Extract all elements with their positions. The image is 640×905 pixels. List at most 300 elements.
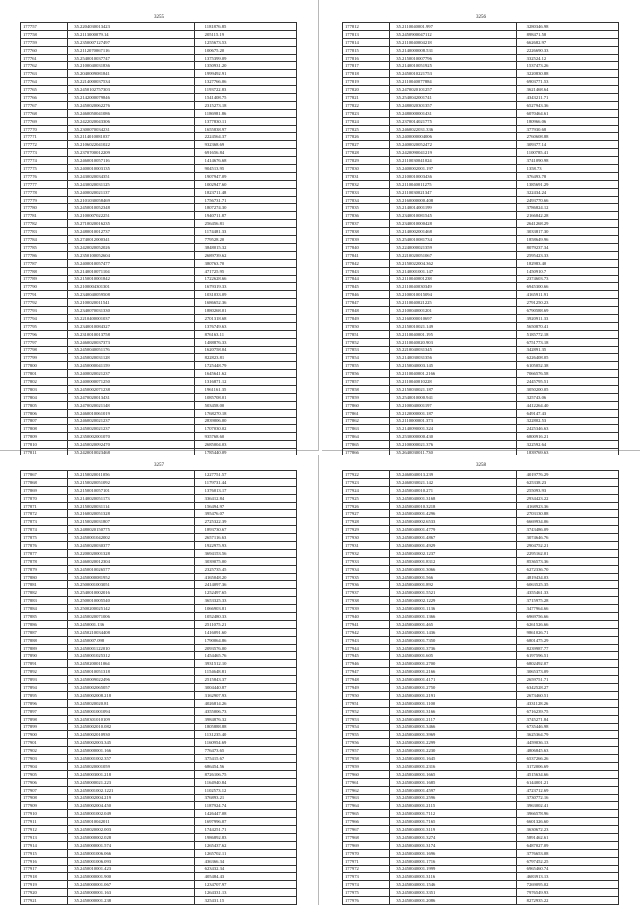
- reference-number-cell: 35.2370700012209: [68, 149, 194, 157]
- amount-cell: 342891.35: [516, 346, 618, 354]
- amount-cell: 3280346.98: [516, 23, 618, 31]
- amount-cell: 1085708.01: [194, 393, 296, 401]
- reference-number-cell: 35.2113000079.14: [68, 30, 194, 38]
- table-row: [343, 471, 619, 479]
- ledger-page-2: [322, 0, 640, 456]
- table-row: [21, 486, 297, 494]
- amount-cell: 8726106.75: [194, 770, 296, 778]
- row-id-cell: 177963: [343, 794, 390, 802]
- reference-number-cell: 35.2460020012304: [68, 557, 194, 565]
- reference-number-cell: 35.2100040001197: [390, 401, 516, 409]
- reference-number-cell: 35.2460040013.239: [390, 471, 516, 479]
- reference-number-cell: 35.2350100052604: [68, 251, 194, 259]
- amount-cell: 1031033.09: [194, 291, 296, 299]
- row-id-cell: 177869: [21, 486, 68, 494]
- table-row: [343, 291, 619, 299]
- row-id-cell: 177892: [21, 668, 68, 676]
- amount-cell: 1541408.75: [194, 94, 296, 102]
- amount-cell: 6342528.27: [516, 684, 618, 692]
- ledger-table: [342, 22, 619, 457]
- row-id-cell: 177764: [21, 78, 68, 86]
- row-id-cell: 177937: [343, 589, 390, 597]
- amount-cell: 6969756.66: [516, 613, 618, 621]
- row-id-cell: 177917: [21, 865, 68, 873]
- reference-number-cell: 35.2450007.098: [68, 636, 194, 644]
- reference-number-cell: 35.2100020011541: [68, 299, 194, 307]
- reference-number-cell: 35.2450040001.1136: [390, 605, 516, 613]
- amount-cell: 6801475.29: [516, 636, 618, 644]
- table-row: [343, 660, 619, 668]
- amount-cell: 2725322.39: [194, 518, 296, 526]
- reference-number-cell: 35.2110030021347: [390, 188, 516, 196]
- reference-number-cell: 35.2110040001238: [390, 275, 516, 283]
- amount-cell: 686454.56: [194, 762, 296, 770]
- row-id-cell: 177868: [21, 478, 68, 486]
- amount-cell: 1620758.04: [194, 346, 296, 354]
- reference-number-cell: 35.2450040001.2316: [390, 762, 516, 770]
- row-id-cell: 177940: [343, 613, 390, 621]
- reference-number-cell: 35.2450020092470: [68, 441, 194, 449]
- amount-cell: 6063525.35: [516, 581, 618, 589]
- amount-cell: 1645641.62: [194, 370, 296, 378]
- reference-number-cell: 35.2400002001.197: [390, 165, 516, 173]
- table-row: [343, 433, 619, 441]
- amount-cell: 6669934.06: [516, 518, 618, 526]
- reference-number-cell: 35.2110040077884: [390, 78, 516, 86]
- amount-cell: 1907947.09: [194, 172, 296, 180]
- reference-number-cell: 35.2450040001.2117: [390, 715, 516, 723]
- amount-cell: 2685004.03: [194, 441, 296, 449]
- row-id-cell: 177941: [343, 620, 390, 628]
- row-id-cell: 177911: [21, 818, 68, 826]
- row-id-cell: 177929: [343, 526, 390, 534]
- row-id-cell: 177934: [343, 565, 390, 573]
- table-row: [21, 172, 297, 180]
- amount-cell: 2166842.28: [516, 212, 618, 220]
- reference-number-cell: 35.2140014001199: [390, 204, 516, 212]
- amount-cell: 6197596.51: [516, 652, 618, 660]
- row-id-cell: 177965: [343, 810, 390, 818]
- reference-number-cell: 35.2140001001.147: [390, 267, 516, 275]
- amount-cell: 691656.84: [194, 149, 296, 157]
- table-row: [21, 644, 297, 652]
- amount-cell: 822823.81: [194, 354, 296, 362]
- table-row: [21, 826, 297, 834]
- table-row: [21, 101, 297, 109]
- table-row: [343, 259, 619, 267]
- amount-cell: 3730772.16: [516, 794, 618, 802]
- row-id-cell: 177882: [21, 589, 68, 597]
- amount-cell: 1066903.81: [194, 605, 296, 613]
- table-row: [343, 157, 619, 165]
- table-row: [343, 236, 619, 244]
- row-id-cell: 177777: [21, 180, 68, 188]
- table-row: [343, 62, 619, 70]
- row-id-cell: 177898: [21, 715, 68, 723]
- reference-number-cell: 35.2470020013431: [68, 393, 194, 401]
- table-row: [343, 54, 619, 62]
- row-id-cell: 177834: [343, 196, 390, 204]
- table-row: [21, 881, 297, 889]
- reference-number-cell: 35.2450900047112: [390, 30, 516, 38]
- table-row: [343, 857, 619, 865]
- amount-cell: 1154648.81: [194, 668, 296, 676]
- amount-cell: 2839006.00: [194, 417, 296, 425]
- reference-number-cell: 35.2450040002.1237: [390, 549, 516, 557]
- row-id-cell: 177829: [343, 157, 390, 165]
- table-row: [343, 125, 619, 133]
- reference-number-cell: 35.2310010013758: [68, 330, 194, 338]
- row-id-cell: 177826: [343, 133, 390, 141]
- table-row: [21, 770, 297, 778]
- row-id-cell: 177838: [343, 228, 390, 236]
- reference-number-cell: 35.2450301010109: [68, 715, 194, 723]
- reference-number-cell: 35.2450040001.8312: [390, 557, 516, 565]
- amount-cell: 932368.69: [194, 141, 296, 149]
- amount-cell: 2226690.33: [516, 46, 618, 54]
- reference-number-cell: 35.2150022004.362: [390, 259, 516, 267]
- amount-cell: 2689739.62: [194, 251, 296, 259]
- row-id-cell: 177939: [343, 605, 390, 613]
- row-id-cell: 177835: [343, 204, 390, 212]
- reference-number-cell: 35.2500010005540: [68, 597, 194, 605]
- row-id-cell: 177791: [21, 291, 68, 299]
- reference-number-cell: 35.2450040001.3066: [390, 565, 516, 573]
- reference-number-cell: 35.2450040001.892: [390, 581, 516, 589]
- reference-number-cell: 35.2204030013423: [68, 23, 194, 31]
- reference-number-cell: 35.2450002004.219: [68, 794, 194, 802]
- amount-cell: 1100785.41: [516, 149, 618, 157]
- table-row: [21, 196, 297, 204]
- page-number: 3257: [154, 463, 164, 468]
- amount-cell: 6261526.66: [516, 620, 618, 628]
- row-id-cell: 177964: [343, 802, 390, 810]
- amount-cell: 376893.21: [194, 794, 296, 802]
- amount-cell: 2093576.00: [194, 644, 296, 652]
- reference-number-cell: 35.2160000000.408: [390, 196, 516, 204]
- row-id-cell: 177779: [21, 196, 68, 204]
- reference-number-cell: 35.2740012000341: [68, 236, 194, 244]
- reference-number-cell: 35.2450040001.1696: [390, 849, 516, 857]
- amount-cell: 322592.64: [516, 441, 618, 449]
- table-row: [343, 243, 619, 251]
- row-id-cell: 177943: [343, 636, 390, 644]
- amount-cell: 2595423.33: [516, 251, 618, 259]
- reference-number-cell: 35.2430020034351: [68, 172, 194, 180]
- reference-number-cell: 35.2710020016235: [68, 220, 194, 228]
- amount-cell: 4515634.66: [516, 770, 618, 778]
- row-id-cell: 177974: [343, 881, 390, 889]
- amount-cell: 2414097.36: [194, 581, 296, 589]
- row-id-cell: 177794: [21, 314, 68, 322]
- reference-number-cell: 35.2450040001.3466: [390, 723, 516, 731]
- reference-number-cell: 35.2370014021775: [390, 117, 516, 125]
- amount-cell: 1375399.09: [194, 54, 296, 62]
- table-row: [343, 723, 619, 731]
- reference-number-cell: 35.2450040001.3274: [390, 833, 516, 841]
- reference-number-cell: 35.2450210034408: [68, 628, 194, 636]
- row-id-cell: 177768: [21, 109, 68, 117]
- table-row: [21, 542, 297, 550]
- table-row: [343, 172, 619, 180]
- reference-number-cell: 35.2430020031125: [68, 180, 194, 188]
- amount-cell: 3172006.69: [516, 762, 618, 770]
- table-row: [343, 510, 619, 518]
- reference-number-cell: 35.2150010007796: [390, 54, 516, 62]
- row-id-cell: 177971: [343, 857, 390, 865]
- amount-cell: 4459036.13: [516, 739, 618, 747]
- amount-cell: 4819434.03: [516, 573, 618, 581]
- reference-number-cell: 35.2210400001037: [68, 314, 194, 322]
- table-row: [343, 841, 619, 849]
- amount-cell: 1052480.33: [194, 613, 296, 621]
- table-row: [343, 652, 619, 660]
- reference-number-cell: 35.2450010221753: [390, 70, 516, 78]
- reference-number-cell: 35.2450040001.4867: [390, 534, 516, 542]
- row-id-cell: 177904: [21, 762, 68, 770]
- row-id-cell: 177916: [21, 857, 68, 865]
- table-row: [343, 307, 619, 315]
- amount-cell: 662682.97: [516, 38, 618, 46]
- amount-cell: 6527943.36: [516, 101, 618, 109]
- reference-number-cell: 35.2450000001.900: [68, 873, 194, 881]
- reference-number-cell: 35.2450040001.2115: [390, 802, 516, 810]
- reference-number-cell: 35.2400010057477: [68, 259, 194, 267]
- table-row: [21, 849, 297, 857]
- table-row: [343, 86, 619, 94]
- reference-number-cell: 35.2114010081037: [68, 133, 194, 141]
- row-id-cell: 177863: [343, 425, 390, 433]
- reference-number-cell: 35.2450040001.3969: [390, 731, 516, 739]
- table-row: [21, 94, 297, 102]
- reference-number-cell: 35.2450000001.238: [68, 897, 194, 905]
- reference-number-cell: 35.2100040031836: [68, 62, 194, 70]
- amount-cell: 2515843.37: [194, 676, 296, 684]
- reference-number-cell: 35.2450001122010: [68, 644, 194, 652]
- table-row: [343, 46, 619, 54]
- amount-cell: 1807274.30: [194, 204, 296, 212]
- amount-cell: 6487027.09: [516, 841, 618, 849]
- amount-cell: 2295162.01: [516, 549, 618, 557]
- table-row: [21, 117, 297, 125]
- table-row: [343, 542, 619, 550]
- amount-cell: 935768.60: [194, 433, 296, 441]
- table-row: [21, 236, 297, 244]
- table-row: [21, 417, 297, 425]
- reference-number-cell: 35.2160000010697: [390, 314, 516, 322]
- row-id-cell: 177811: [21, 449, 68, 457]
- amount-cell: 503458.00: [194, 401, 296, 409]
- row-id-cell: 177844: [343, 275, 390, 283]
- reference-number-cell: 35.2450040001.1685: [390, 778, 516, 786]
- amount-cell: 322434.24: [516, 188, 618, 196]
- table-row: [21, 220, 297, 228]
- row-id-cell: 177927: [343, 510, 390, 518]
- amount-cell: 325743.06: [516, 393, 618, 401]
- amount-cell: 2224564.37: [194, 133, 296, 141]
- row-id-cell: 177828: [343, 149, 390, 157]
- table-row: [21, 857, 297, 865]
- table-row: [343, 755, 619, 763]
- table-row: [21, 597, 297, 605]
- reference-number-cell: 35.2450020002.003: [68, 826, 194, 834]
- reference-number-cell: 35.2450040001.2230: [390, 747, 516, 755]
- reference-number-cell: 35.2450000001.163: [68, 889, 194, 897]
- row-id-cell: 177842: [343, 259, 390, 267]
- amount-cell: 309377.14: [516, 141, 618, 149]
- row-id-cell: 177910: [21, 810, 68, 818]
- reference-number-cell: 35.2110040030349: [390, 283, 516, 291]
- reference-number-cell: 35.2040009081841: [68, 70, 194, 78]
- row-id-cell: 177865: [343, 441, 390, 449]
- amount-cell: 436366.34: [194, 857, 296, 865]
- table-row: [21, 180, 297, 188]
- reference-number-cell: 35.2450040001.3116: [390, 873, 516, 881]
- amount-cell: 336412.84: [194, 494, 296, 502]
- amount-cell: 205115.19: [194, 30, 296, 38]
- table-row: [343, 668, 619, 676]
- amount-cell: 6070464.61: [516, 109, 618, 117]
- page-number: 3256: [476, 15, 486, 20]
- amount-cell: 2934423.22: [516, 494, 618, 502]
- row-id-cell: 177805: [21, 401, 68, 409]
- reference-number-cell: 35.2200020001328: [68, 549, 194, 557]
- row-id-cell: 177858: [343, 385, 390, 393]
- amount-cell: 1488876.33: [194, 338, 296, 346]
- table-row: [343, 826, 619, 834]
- amount-cell: 7269095.02: [516, 881, 618, 889]
- amount-cell: 156494.97: [194, 502, 296, 510]
- amount-cell: 8239987.77: [516, 644, 618, 652]
- amount-cell: 3630672.23: [516, 826, 618, 834]
- amount-cell: 1454465.76: [194, 652, 296, 660]
- reference-number-cell: 35.2450040001.2299: [390, 739, 516, 747]
- amount-cell: 3963002.41: [516, 802, 618, 810]
- reference-number-cell: 35.2540010002016: [68, 589, 194, 597]
- reference-number-cell: 35.2470020021148: [68, 401, 194, 409]
- row-id-cell: 177823: [343, 109, 390, 117]
- row-id-cell: 177849: [343, 314, 390, 322]
- row-id-cell: 177815: [343, 46, 390, 54]
- amount-cell: 6601326.60: [516, 818, 618, 826]
- reference-number-cell: 35.2450040002.1229: [390, 597, 516, 605]
- reference-number-cell: 35.2450040001.2166: [390, 668, 516, 676]
- table-row: [343, 707, 619, 715]
- amount-cell: 1193722.83: [194, 86, 296, 94]
- table-row: [343, 338, 619, 346]
- table-row: [343, 794, 619, 802]
- amount-cell: 876163.11: [194, 330, 296, 338]
- row-id-cell: 177824: [343, 117, 390, 125]
- table-row: [21, 802, 297, 810]
- row-id-cell: 177786: [21, 251, 68, 259]
- row-id-cell: 177887: [21, 628, 68, 636]
- table-row: [343, 573, 619, 581]
- reference-number-cell: 35.2100007022251: [68, 212, 194, 220]
- table-row: [21, 628, 297, 636]
- row-id-cell: 177760: [21, 46, 68, 54]
- reference-number-cell: 35.2150020051092: [68, 478, 194, 486]
- row-id-cell: 177801: [21, 370, 68, 378]
- table-row: [21, 46, 297, 54]
- reference-number-cell: 35.2450002010.082: [68, 723, 194, 731]
- row-id-cell: 177770: [21, 125, 68, 133]
- amount-cell: 1790064.86: [194, 636, 296, 644]
- amount-cell: 5891462.61: [516, 833, 618, 841]
- reference-number-cell: 35.2460050041086: [68, 109, 194, 117]
- reference-number-cell: 35.2150020011056: [68, 471, 194, 479]
- reference-number-cell: 35.2450040001.5521: [390, 589, 516, 597]
- reference-number-cell: 35.2110040001.195: [390, 330, 516, 338]
- amount-cell: 1880268.01: [194, 307, 296, 315]
- row-id-cell: 177891: [21, 660, 68, 668]
- amount-cell: 623432.34: [194, 865, 296, 873]
- table-row: [343, 149, 619, 157]
- table-row: [21, 565, 297, 573]
- table-row: [343, 212, 619, 220]
- amount-cell: 3966578.96: [516, 810, 618, 818]
- table-row: [343, 644, 619, 652]
- table-row: [343, 251, 619, 259]
- amount-cell: 1686652.36: [194, 299, 296, 307]
- amount-cell: 2657116.63: [194, 534, 296, 542]
- table-row: [21, 699, 297, 707]
- amount-cell: 1756731.71: [194, 196, 296, 204]
- amount-cell: 3625364.79: [516, 731, 618, 739]
- table-row: [343, 810, 619, 818]
- reference-number-cell: 35.2422020043306: [68, 117, 194, 125]
- reference-number-cell: 35.2450040001.2191: [390, 691, 516, 699]
- reference-number-cell: 35.2540042001741: [390, 94, 516, 102]
- table-row: [21, 494, 297, 502]
- table-row: [21, 691, 297, 699]
- table-row: [21, 314, 297, 322]
- row-id-cell: 177969: [343, 841, 390, 849]
- amount-cell: 1722628.66: [194, 275, 296, 283]
- table-row: [343, 94, 619, 102]
- reference-number-cell: 35.2450040001.4296: [390, 510, 516, 518]
- ledger-page-1: [0, 0, 319, 456]
- amount-cell: 1385691.29: [516, 180, 618, 188]
- reference-number-cell: 35.2450040001.1366: [390, 613, 516, 621]
- reference-number-cell: 35.2480020150775: [68, 526, 194, 534]
- row-id-cell: 177894: [21, 684, 68, 692]
- amount-cell: 1376013.17: [194, 486, 296, 494]
- amount-cell: 1707030.02: [194, 425, 296, 433]
- reference-number-cell: 35.2300070034231: [68, 125, 194, 133]
- amount-cell: 1255673.53: [194, 38, 296, 46]
- row-id-cell: 177861: [343, 409, 390, 417]
- table-row: [21, 747, 297, 755]
- row-id-cell: 177810: [21, 441, 68, 449]
- reference-number-cell: 35.2460030021.142: [390, 478, 516, 486]
- table-row: [343, 589, 619, 597]
- reference-number-cell: 35.2120000001.187: [390, 409, 516, 417]
- amount-cell: 3050200.05: [516, 385, 618, 393]
- table-row: [21, 818, 297, 826]
- row-id-cell: 177870: [21, 494, 68, 502]
- table-row: [343, 204, 619, 212]
- table-row: [343, 849, 619, 857]
- page-number: 3258: [476, 463, 486, 468]
- row-id-cell: 177803: [21, 385, 68, 393]
- amount-cell: 4723712.69: [516, 786, 618, 794]
- reference-number-cell: 35.2400000071250: [68, 378, 194, 386]
- row-id-cell: 177878: [21, 557, 68, 565]
- reference-number-cell: 35.2450010051318: [68, 668, 194, 676]
- row-id-cell: 177921: [21, 897, 68, 905]
- reference-number-cell: 35.2500001003051: [68, 581, 194, 589]
